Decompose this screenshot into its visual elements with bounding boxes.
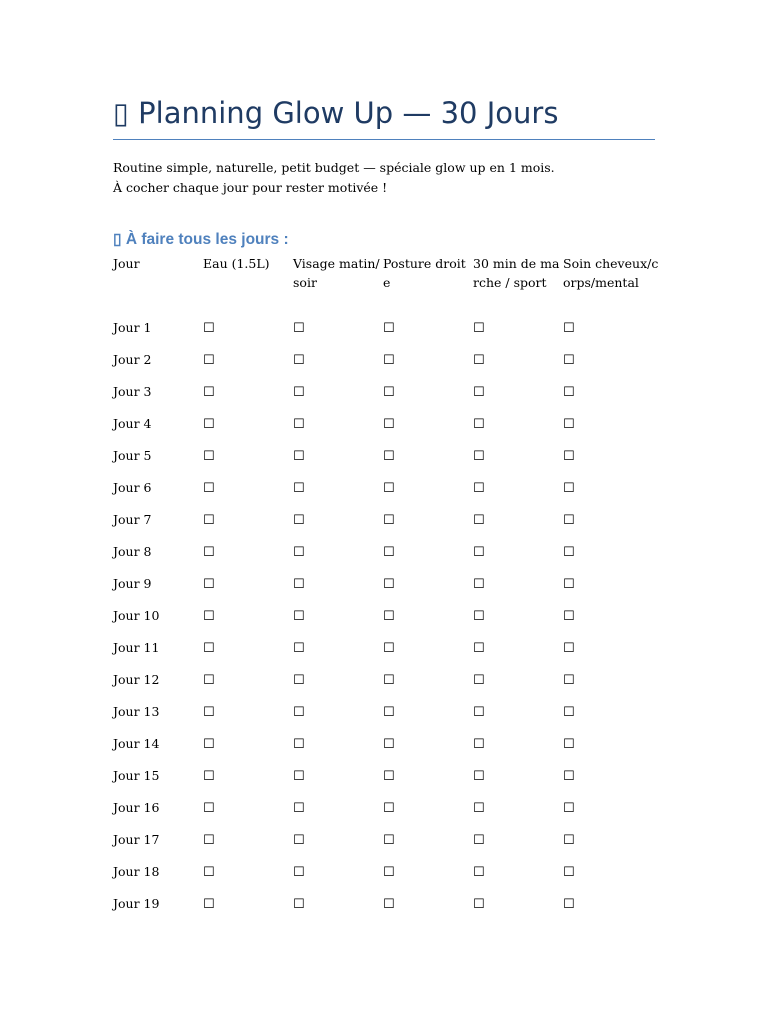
checkbox-cell-eau bbox=[203, 319, 293, 351]
checkbox-posture[interactable]: ☐ bbox=[383, 609, 395, 624]
checkbox-cell-posture bbox=[383, 575, 473, 607]
day-label: Jour 15 bbox=[113, 768, 160, 783]
day-label: Jour 11 bbox=[113, 640, 160, 655]
checkbox-cell-posture bbox=[383, 895, 473, 927]
checkbox-cell-eau bbox=[203, 703, 293, 735]
checkbox-eau[interactable]: ☐ bbox=[203, 801, 215, 816]
checkbox-marche[interactable]: ☐ bbox=[473, 897, 485, 912]
checkbox-posture[interactable]: ☐ bbox=[383, 577, 395, 592]
checkbox-soin[interactable]: ☐ bbox=[563, 897, 575, 912]
checkbox-posture[interactable]: ☐ bbox=[383, 353, 395, 368]
checkbox-cell-visage bbox=[293, 543, 383, 575]
checkbox-posture[interactable]: ☐ bbox=[383, 705, 395, 720]
checkbox-posture[interactable]: ☐ bbox=[383, 417, 395, 432]
checkbox-cell-visage bbox=[293, 351, 383, 383]
day-label: Jour 14 bbox=[113, 736, 160, 751]
checkbox-cell-posture bbox=[383, 639, 473, 671]
checkbox-cell-visage bbox=[293, 575, 383, 607]
checkbox-cell-visage bbox=[293, 831, 383, 863]
checkbox-cell-eau bbox=[203, 383, 293, 415]
checkbox-visage[interactable]: ☐ bbox=[293, 641, 305, 656]
checkbox-cell-marche bbox=[473, 383, 563, 415]
checkbox-posture[interactable]: ☐ bbox=[383, 737, 395, 752]
checkbox-visage[interactable]: ☐ bbox=[293, 801, 305, 816]
checkbox-cell-eau bbox=[203, 799, 293, 831]
checkbox-posture[interactable]: ☐ bbox=[383, 833, 395, 848]
checkbox-cell-soin bbox=[563, 511, 661, 543]
table-header-row bbox=[113, 253, 661, 319]
table-row bbox=[113, 607, 661, 639]
intro-text bbox=[113, 158, 673, 198]
checkbox-cell-marche bbox=[473, 511, 563, 543]
checkbox-posture[interactable]: ☐ bbox=[383, 641, 395, 656]
checkbox-marche[interactable]: ☐ bbox=[473, 577, 485, 592]
table-row bbox=[113, 703, 661, 735]
table-row bbox=[113, 415, 661, 447]
checkbox-cell-soin bbox=[563, 351, 661, 383]
checkbox-eau[interactable]: ☐ bbox=[203, 385, 215, 400]
table-row bbox=[113, 895, 661, 927]
checkbox-cell-eau bbox=[203, 895, 293, 927]
checkbox-cell-marche bbox=[473, 799, 563, 831]
checkbox-cell-soin bbox=[563, 479, 661, 511]
table-row bbox=[113, 831, 661, 863]
table-row bbox=[113, 575, 661, 607]
checkbox-posture[interactable]: ☐ bbox=[383, 449, 395, 464]
checkbox-soin[interactable]: ☐ bbox=[563, 737, 575, 752]
day-label: Jour 1 bbox=[113, 320, 152, 335]
checkbox-cell-posture bbox=[383, 511, 473, 543]
title-divider bbox=[113, 139, 655, 140]
checkbox-soin[interactable]: ☐ bbox=[563, 769, 575, 784]
checkbox-cell-visage bbox=[293, 671, 383, 703]
checkbox-cell-soin bbox=[563, 319, 661, 351]
checkbox-cell-visage bbox=[293, 415, 383, 447]
checkbox-cell-visage bbox=[293, 319, 383, 351]
day-label: Jour 17 bbox=[113, 832, 160, 847]
checkbox-visage[interactable]: ☐ bbox=[293, 897, 305, 912]
checkbox-marche[interactable]: ☐ bbox=[473, 865, 485, 880]
day-label: Jour 3 bbox=[113, 384, 152, 399]
table-row bbox=[113, 639, 661, 671]
intro-line: À cocher chaque jour pour rester motivée ! bbox=[113, 180, 388, 195]
checkbox-cell-marche bbox=[473, 543, 563, 575]
checkbox-eau[interactable]: ☐ bbox=[203, 449, 215, 464]
checkbox-cell-posture bbox=[383, 735, 473, 767]
checkbox-posture[interactable]: ☐ bbox=[383, 321, 395, 336]
checkbox-visage[interactable]: ☐ bbox=[293, 705, 305, 720]
checkbox-cell-eau bbox=[203, 767, 293, 799]
checkbox-soin[interactable]: ☐ bbox=[563, 545, 575, 560]
checkbox-posture[interactable]: ☐ bbox=[383, 801, 395, 816]
checkbox-cell-eau bbox=[203, 671, 293, 703]
checkbox-visage[interactable]: ☐ bbox=[293, 673, 305, 688]
checkbox-cell-eau bbox=[203, 415, 293, 447]
checkbox-eau[interactable]: ☐ bbox=[203, 673, 215, 688]
checkbox-eau[interactable]: ☐ bbox=[203, 865, 215, 880]
checkbox-soin[interactable]: ☐ bbox=[563, 481, 575, 496]
day-label: Jour 9 bbox=[113, 576, 152, 591]
checkbox-cell-visage bbox=[293, 767, 383, 799]
checkbox-cell-posture bbox=[383, 767, 473, 799]
checkbox-visage[interactable]: ☐ bbox=[293, 769, 305, 784]
checkbox-visage[interactable]: ☐ bbox=[293, 385, 305, 400]
checkbox-posture[interactable]: ☐ bbox=[383, 769, 395, 784]
checkbox-visage[interactable]: ☐ bbox=[293, 481, 305, 496]
checkbox-cell-eau bbox=[203, 351, 293, 383]
checkbox-visage[interactable]: ☐ bbox=[293, 577, 305, 592]
checkbox-cell-eau bbox=[203, 831, 293, 863]
checkbox-eau[interactable]: ☐ bbox=[203, 897, 215, 912]
checkbox-cell-posture bbox=[383, 831, 473, 863]
table-row bbox=[113, 863, 661, 895]
checkbox-cell-eau bbox=[203, 447, 293, 479]
checkbox-marche[interactable]: ☐ bbox=[473, 545, 485, 560]
checkbox-cell-posture bbox=[383, 863, 473, 895]
checkbox-posture[interactable]: ☐ bbox=[383, 513, 395, 528]
checkbox-cell-marche bbox=[473, 447, 563, 479]
checkbox-marche[interactable]: ☐ bbox=[473, 513, 485, 528]
checkbox-cell-posture bbox=[383, 799, 473, 831]
checkbox-cell-visage bbox=[293, 895, 383, 927]
checkbox-marche[interactable]: ☐ bbox=[473, 833, 485, 848]
checkbox-visage[interactable]: ☐ bbox=[293, 545, 305, 560]
checkbox-marche[interactable]: ☐ bbox=[473, 801, 485, 816]
checkbox-visage[interactable]: ☐ bbox=[293, 609, 305, 624]
checkbox-cell-soin bbox=[563, 639, 661, 671]
checkbox-cell-soin bbox=[563, 575, 661, 607]
checkbox-cell-marche bbox=[473, 415, 563, 447]
checkbox-cell-marche bbox=[473, 575, 563, 607]
table-row bbox=[113, 447, 661, 479]
checkbox-posture[interactable]: ☐ bbox=[383, 897, 395, 912]
day-label: Jour 5 bbox=[113, 448, 152, 463]
column-header-soin: Soin cheveux/corps/mental bbox=[563, 256, 659, 290]
checkbox-cell-marche bbox=[473, 671, 563, 703]
checkbox-eau[interactable]: ☐ bbox=[203, 353, 215, 368]
table-row bbox=[113, 671, 661, 703]
checkbox-eau[interactable]: ☐ bbox=[203, 737, 215, 752]
checkbox-visage[interactable]: ☐ bbox=[293, 321, 305, 336]
checkbox-cell-soin bbox=[563, 735, 661, 767]
checkbox-visage[interactable]: ☐ bbox=[293, 353, 305, 368]
checkbox-marche[interactable]: ☐ bbox=[473, 705, 485, 720]
checkbox-cell-soin bbox=[563, 543, 661, 575]
checkbox-cell-marche bbox=[473, 607, 563, 639]
checkbox-cell-marche bbox=[473, 351, 563, 383]
checkbox-cell-visage bbox=[293, 703, 383, 735]
checkbox-marche[interactable]: ☐ bbox=[473, 769, 485, 784]
checkbox-marche[interactable]: ☐ bbox=[473, 353, 485, 368]
checkbox-cell-soin bbox=[563, 447, 661, 479]
checkbox-cell-marche bbox=[473, 735, 563, 767]
checkbox-eau[interactable]: ☐ bbox=[203, 417, 215, 432]
checkbox-cell-visage bbox=[293, 735, 383, 767]
checkbox-cell-posture bbox=[383, 607, 473, 639]
checkbox-cell-visage bbox=[293, 863, 383, 895]
day-label: Jour 6 bbox=[113, 480, 152, 495]
checkbox-visage[interactable]: ☐ bbox=[293, 513, 305, 528]
checkbox-soin[interactable]: ☐ bbox=[563, 609, 575, 624]
checkbox-cell-soin bbox=[563, 799, 661, 831]
page-title: ▯ Planning Glow Up — 30 Jours bbox=[113, 96, 559, 130]
checkbox-cell-soin bbox=[563, 767, 661, 799]
day-label: Jour 19 bbox=[113, 896, 160, 911]
checkbox-cell-eau bbox=[203, 607, 293, 639]
checkbox-eau[interactable]: ☐ bbox=[203, 545, 215, 560]
checkbox-cell-visage bbox=[293, 511, 383, 543]
column-header-marche: 30 min de marche / sport bbox=[473, 256, 560, 290]
column-header-jour: Jour bbox=[113, 256, 140, 271]
checkbox-cell-marche bbox=[473, 319, 563, 351]
checkbox-cell-eau bbox=[203, 575, 293, 607]
checkbox-cell-soin bbox=[563, 831, 661, 863]
checkbox-cell-eau bbox=[203, 543, 293, 575]
checkbox-marche[interactable]: ☐ bbox=[473, 449, 485, 464]
checkbox-marche[interactable]: ☐ bbox=[473, 609, 485, 624]
checkbox-marche[interactable]: ☐ bbox=[473, 737, 485, 752]
checkbox-cell-marche bbox=[473, 831, 563, 863]
table-row bbox=[113, 767, 661, 799]
day-label: Jour 18 bbox=[113, 864, 160, 879]
checkbox-cell-visage bbox=[293, 479, 383, 511]
checkbox-cell-visage bbox=[293, 639, 383, 671]
checkbox-soin[interactable]: ☐ bbox=[563, 449, 575, 464]
checkbox-soin[interactable]: ☐ bbox=[563, 833, 575, 848]
checkbox-posture[interactable]: ☐ bbox=[383, 545, 395, 560]
checkbox-cell-soin bbox=[563, 703, 661, 735]
checkbox-cell-eau bbox=[203, 639, 293, 671]
checkbox-visage[interactable]: ☐ bbox=[293, 737, 305, 752]
checkbox-cell-marche bbox=[473, 703, 563, 735]
checkbox-eau[interactable]: ☐ bbox=[203, 769, 215, 784]
day-label: Jour 2 bbox=[113, 352, 152, 367]
day-label: Jour 12 bbox=[113, 672, 160, 687]
checkbox-visage[interactable]: ☐ bbox=[293, 449, 305, 464]
table-row bbox=[113, 479, 661, 511]
column-header-visage: Visage matin/soir bbox=[293, 256, 380, 290]
checkbox-cell-marche bbox=[473, 767, 563, 799]
checkbox-cell-posture bbox=[383, 543, 473, 575]
checkbox-cell-visage bbox=[293, 607, 383, 639]
checkbox-cell-visage bbox=[293, 799, 383, 831]
checkbox-soin[interactable]: ☐ bbox=[563, 513, 575, 528]
table-row bbox=[113, 511, 661, 543]
checkbox-visage[interactable]: ☐ bbox=[293, 417, 305, 432]
checkbox-eau[interactable]: ☐ bbox=[203, 833, 215, 848]
checkbox-cell-visage bbox=[293, 447, 383, 479]
checkbox-cell-visage bbox=[293, 383, 383, 415]
checkbox-eau[interactable]: ☐ bbox=[203, 321, 215, 336]
day-label: Jour 7 bbox=[113, 512, 152, 527]
checkbox-soin[interactable]: ☐ bbox=[563, 673, 575, 688]
checkbox-cell-marche bbox=[473, 639, 563, 671]
checkbox-cell-marche bbox=[473, 895, 563, 927]
checkbox-soin[interactable]: ☐ bbox=[563, 321, 575, 336]
checkbox-visage[interactable]: ☐ bbox=[293, 833, 305, 848]
checkbox-soin[interactable]: ☐ bbox=[563, 801, 575, 816]
day-label: Jour 4 bbox=[113, 416, 152, 431]
checkbox-cell-posture bbox=[383, 703, 473, 735]
checkbox-cell-posture bbox=[383, 351, 473, 383]
checkbox-cell-eau bbox=[203, 863, 293, 895]
checkbox-soin[interactable]: ☐ bbox=[563, 385, 575, 400]
checkbox-cell-eau bbox=[203, 735, 293, 767]
checkbox-cell-posture bbox=[383, 671, 473, 703]
checkbox-posture[interactable]: ☐ bbox=[383, 865, 395, 880]
table-row bbox=[113, 351, 661, 383]
checkbox-marche[interactable]: ☐ bbox=[473, 417, 485, 432]
table-row bbox=[113, 543, 661, 575]
checkbox-cell-posture bbox=[383, 319, 473, 351]
checkbox-eau[interactable]: ☐ bbox=[203, 481, 215, 496]
column-header-eau: Eau (1.5L) bbox=[203, 256, 270, 271]
checkbox-eau[interactable]: ☐ bbox=[203, 705, 215, 720]
checkbox-eau[interactable]: ☐ bbox=[203, 513, 215, 528]
table-body bbox=[113, 319, 661, 927]
day-label: Jour 13 bbox=[113, 704, 160, 719]
day-label: Jour 10 bbox=[113, 608, 160, 623]
checkbox-cell-soin bbox=[563, 671, 661, 703]
checkbox-cell-posture bbox=[383, 415, 473, 447]
checkbox-soin[interactable]: ☐ bbox=[563, 417, 575, 432]
checkbox-cell-soin bbox=[563, 383, 661, 415]
checkbox-marche[interactable]: ☐ bbox=[473, 481, 485, 496]
checkbox-eau[interactable]: ☐ bbox=[203, 641, 215, 656]
column-header-posture: Posture droite bbox=[383, 256, 466, 290]
checkbox-soin[interactable]: ☐ bbox=[563, 705, 575, 720]
table-row bbox=[113, 799, 661, 831]
checkbox-cell-eau bbox=[203, 479, 293, 511]
checkbox-eau[interactable]: ☐ bbox=[203, 577, 215, 592]
checkbox-posture[interactable]: ☐ bbox=[383, 385, 395, 400]
checkbox-visage[interactable]: ☐ bbox=[293, 865, 305, 880]
checkbox-marche[interactable]: ☐ bbox=[473, 673, 485, 688]
checkbox-cell-soin bbox=[563, 895, 661, 927]
checkbox-soin[interactable]: ☐ bbox=[563, 865, 575, 880]
habit-tracker-table bbox=[113, 253, 661, 927]
checkbox-cell-soin bbox=[563, 415, 661, 447]
checkbox-posture[interactable]: ☐ bbox=[383, 673, 395, 688]
table-row bbox=[113, 319, 661, 351]
checkbox-soin[interactable]: ☐ bbox=[563, 641, 575, 656]
table-row bbox=[113, 383, 661, 415]
checkbox-marche[interactable]: ☐ bbox=[473, 385, 485, 400]
day-label: Jour 16 bbox=[113, 800, 160, 815]
checkbox-soin[interactable]: ☐ bbox=[563, 353, 575, 368]
checkbox-cell-soin bbox=[563, 863, 661, 895]
section-heading-daily: ▯ À faire tous les jours : bbox=[113, 231, 289, 248]
checkbox-cell-marche bbox=[473, 863, 563, 895]
checkbox-cell-soin bbox=[563, 607, 661, 639]
table-row bbox=[113, 735, 661, 767]
day-label: Jour 8 bbox=[113, 544, 152, 559]
intro-line: Routine simple, naturelle, petit budget — spéciale glow up en 1 mois. bbox=[113, 160, 555, 175]
checkbox-cell-posture bbox=[383, 447, 473, 479]
checkbox-cell-marche bbox=[473, 479, 563, 511]
checkbox-cell-posture bbox=[383, 383, 473, 415]
checkbox-posture[interactable]: ☐ bbox=[383, 481, 395, 496]
checkbox-marche[interactable]: ☐ bbox=[473, 641, 485, 656]
checkbox-marche[interactable]: ☐ bbox=[473, 321, 485, 336]
checkbox-soin[interactable]: ☐ bbox=[563, 577, 575, 592]
checkbox-cell-posture bbox=[383, 479, 473, 511]
checkbox-eau[interactable]: ☐ bbox=[203, 609, 215, 624]
checkbox-cell-eau bbox=[203, 511, 293, 543]
